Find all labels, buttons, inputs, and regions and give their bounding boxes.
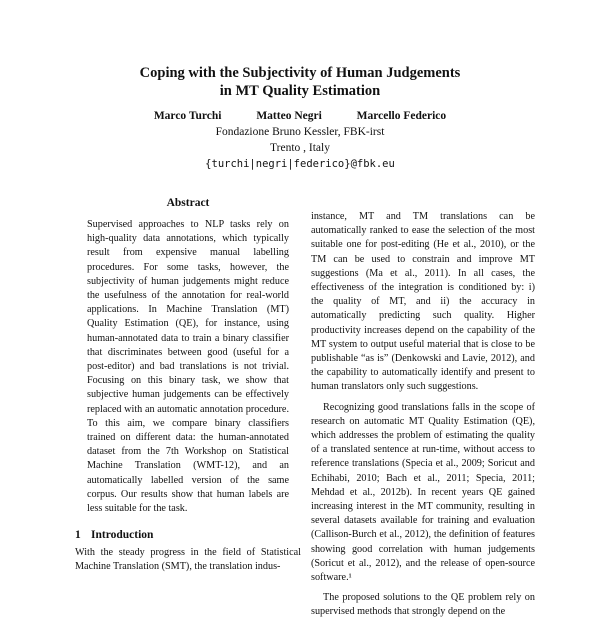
- paper-title: [0, 64, 600, 100]
- author-block: [0, 108, 600, 172]
- affiliation: Fondazione Bruno Kessler, FBK-irst: [215, 126, 385, 138]
- left-column: [75, 196, 301, 575]
- title-line-2: in MT Quality Estimation: [219, 83, 381, 99]
- location: Trento , Italy: [270, 142, 330, 154]
- paragraph: The proposed solutions to the QE problem rely on supervised methods that strongly depend on the: [311, 592, 535, 618]
- right-column: [311, 210, 535, 620]
- paragraph: instance, MT and TM translations can be automatically ranked to ease the selection of the most suitable one for post-editing (He et al., 2010), or the TM can be used to constrain and improve MT suggestions (Ma et al., 2011). In all cases, the effectiveness of the integration is conditioned by: i) the quality of MT, and ii) the accuracy in automatically predicting such quality. Higher productivity increases depend on the capability of the MT system to output useful material that is close to be publishable “as is” (Denkowski and Lavie, 2012), and the capability to automatically identify and present to human translators only such suggestions.: [311, 211, 535, 393]
- author-name: Marco Turchi: [153, 110, 222, 122]
- author-name: Marcello Federico: [356, 110, 447, 122]
- paragraph: Recognizing good translations falls in the scope of research on automatic MT Quality Estimation (QE), which addresses the problem of estimating the quality of a translated sentence at run-time, without access to reference translations (Specia et al., 2009; Soricut and Echihabi, 2010; Bach et al., 2011; Specia, 2011; Mehdad et al., 2012b). In recent years QE gained increasing interest in the MT community, resulting in several datasets available for training and evaluation (Callison-Burch et al., 2012), the definition of features showing good correlation with human judgements (Soricut et al., 2012), and the release of open-source software.¹: [311, 401, 535, 584]
- section-number: 1: [75, 529, 81, 542]
- abstract-text: Supervised approaches to NLP tasks rely on high-quality data annotations, which typically result from expensive manual labelling procedures. For some tasks, however, the subjectivity of human judgements might reduce the usefulness of the annotation for real-world applications. In Machine Translation (MT) Quality Estimation (QE), for instance, using human-annotated data to train a binary classifier that discriminates between good (useful for a post-editor) and bad translations is not trivial. Focusing on this binary task, we show that subjective human judgements can be effectively replaced with an automatic annotation procedure. To this aim, we compare binary classifiers trained on different data: the human-annotated dataset from the 7th Workshop on Statistical Machine Translation (WMT-12), and an automatically labelled version of the same corpus. Our results show that human labels are less suitable for the task.: [87, 219, 289, 515]
- email: {turchi|negri|federico}@fbk.eu: [205, 158, 395, 170]
- title-line-1: Coping with the Subjectivity of Human Judgements: [139, 65, 461, 81]
- abstract-heading: Abstract: [166, 197, 210, 209]
- author-names: [0, 108, 600, 124]
- section-heading-introduction: [75, 528, 301, 542]
- author-name: Matteo Negri: [256, 110, 322, 122]
- section-title: Introduction: [91, 529, 154, 542]
- introduction-text: With the steady progress in the field of Statistical Machine Translation (SMT), the translation indus-: [75, 547, 301, 573]
